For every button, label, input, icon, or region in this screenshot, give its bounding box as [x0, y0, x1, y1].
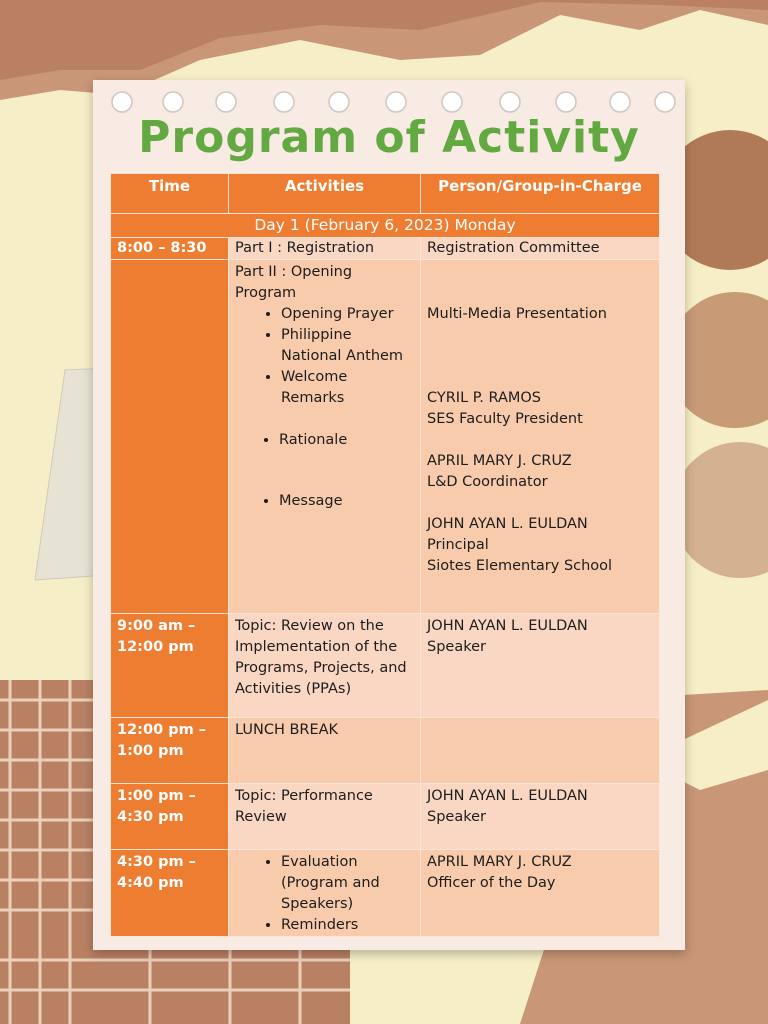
person-line: Principal — [427, 537, 489, 553]
activity-cell: Topic: Performance Review — [229, 784, 421, 850]
time-cell — [111, 260, 229, 614]
header-person: Person/Group-in-Charge — [421, 174, 660, 214]
header-activities: Activities — [229, 174, 421, 214]
person-line: SES Faculty President — [427, 411, 583, 427]
person-line: Multi-Media Presentation — [427, 306, 607, 322]
list-item: • Evaluation (Program and Speakers) — [281, 852, 414, 915]
table-row — [111, 718, 660, 784]
person-line: JOHN AYAN L. EULDAN — [427, 788, 588, 804]
activity-cell: Part I : Registration — [229, 238, 421, 260]
person-line: Speaker — [427, 639, 486, 655]
person-cell: Registration Committee — [421, 238, 660, 260]
person-cell — [421, 614, 660, 718]
activity-list — [235, 491, 414, 512]
activity-list — [235, 430, 414, 451]
activity-list — [235, 852, 414, 936]
person-line: JOHN AYAN L. EULDAN — [427, 618, 588, 634]
person-line: APRIL MARY J. CRUZ — [427, 453, 572, 469]
person-cell — [421, 850, 660, 937]
table-header-row — [111, 174, 660, 214]
activity-cell: Topic: Review on the Implementation of the Programs, Projects, and Activities (PPAs) — [229, 614, 421, 718]
page-title: Program of Activity — [138, 112, 640, 163]
time-cell: 9:00 am – 12:00 pm — [111, 614, 229, 718]
list-item: • Rationale — [279, 430, 414, 451]
time-cell: 1:00 pm – 4:30 pm — [111, 784, 229, 850]
list-item: • Opening Prayer — [281, 304, 414, 325]
time-cell: 4:30 pm – 4:40 pm — [111, 850, 229, 937]
activity-list — [235, 304, 414, 409]
person-line: Officer of the Day — [427, 875, 556, 891]
person-cell — [421, 718, 660, 784]
person-line: JOHN AYAN L. EULDAN — [427, 516, 588, 532]
table-row — [111, 238, 660, 260]
person-line: APRIL MARY J. CRUZ — [427, 854, 572, 870]
day-row — [111, 214, 660, 238]
program-table — [110, 173, 659, 937]
person-line: Speaker — [427, 809, 486, 825]
time-cell: 12:00 pm – 1:00 pm — [111, 718, 229, 784]
activity-cell — [229, 260, 421, 614]
activity-cell: LUNCH BREAK — [229, 718, 421, 784]
list-item: • Message — [279, 491, 414, 512]
table-row — [111, 784, 660, 850]
person-line: Siotes Elementary School — [427, 558, 613, 574]
time-cell: 8:00 – 8:30 — [111, 238, 229, 260]
list-item: • Philippine National Anthem — [281, 325, 414, 367]
day-label: Day 1 (February 6, 2023) Monday — [111, 214, 660, 238]
person-line: L&D Coordinator — [427, 474, 548, 490]
activity-cell — [229, 850, 421, 937]
person-cell — [421, 260, 660, 614]
header-time: Time — [111, 174, 229, 214]
list-item: • Welcome Remarks — [281, 367, 414, 409]
person-cell — [421, 784, 660, 850]
table-row — [111, 614, 660, 718]
person-line: CYRIL P. RAMOS — [427, 390, 542, 406]
activity-title: Part II : Opening Program — [235, 264, 353, 301]
list-item: • Reminders — [281, 915, 414, 936]
table-row — [111, 260, 660, 614]
table-row — [111, 850, 660, 937]
